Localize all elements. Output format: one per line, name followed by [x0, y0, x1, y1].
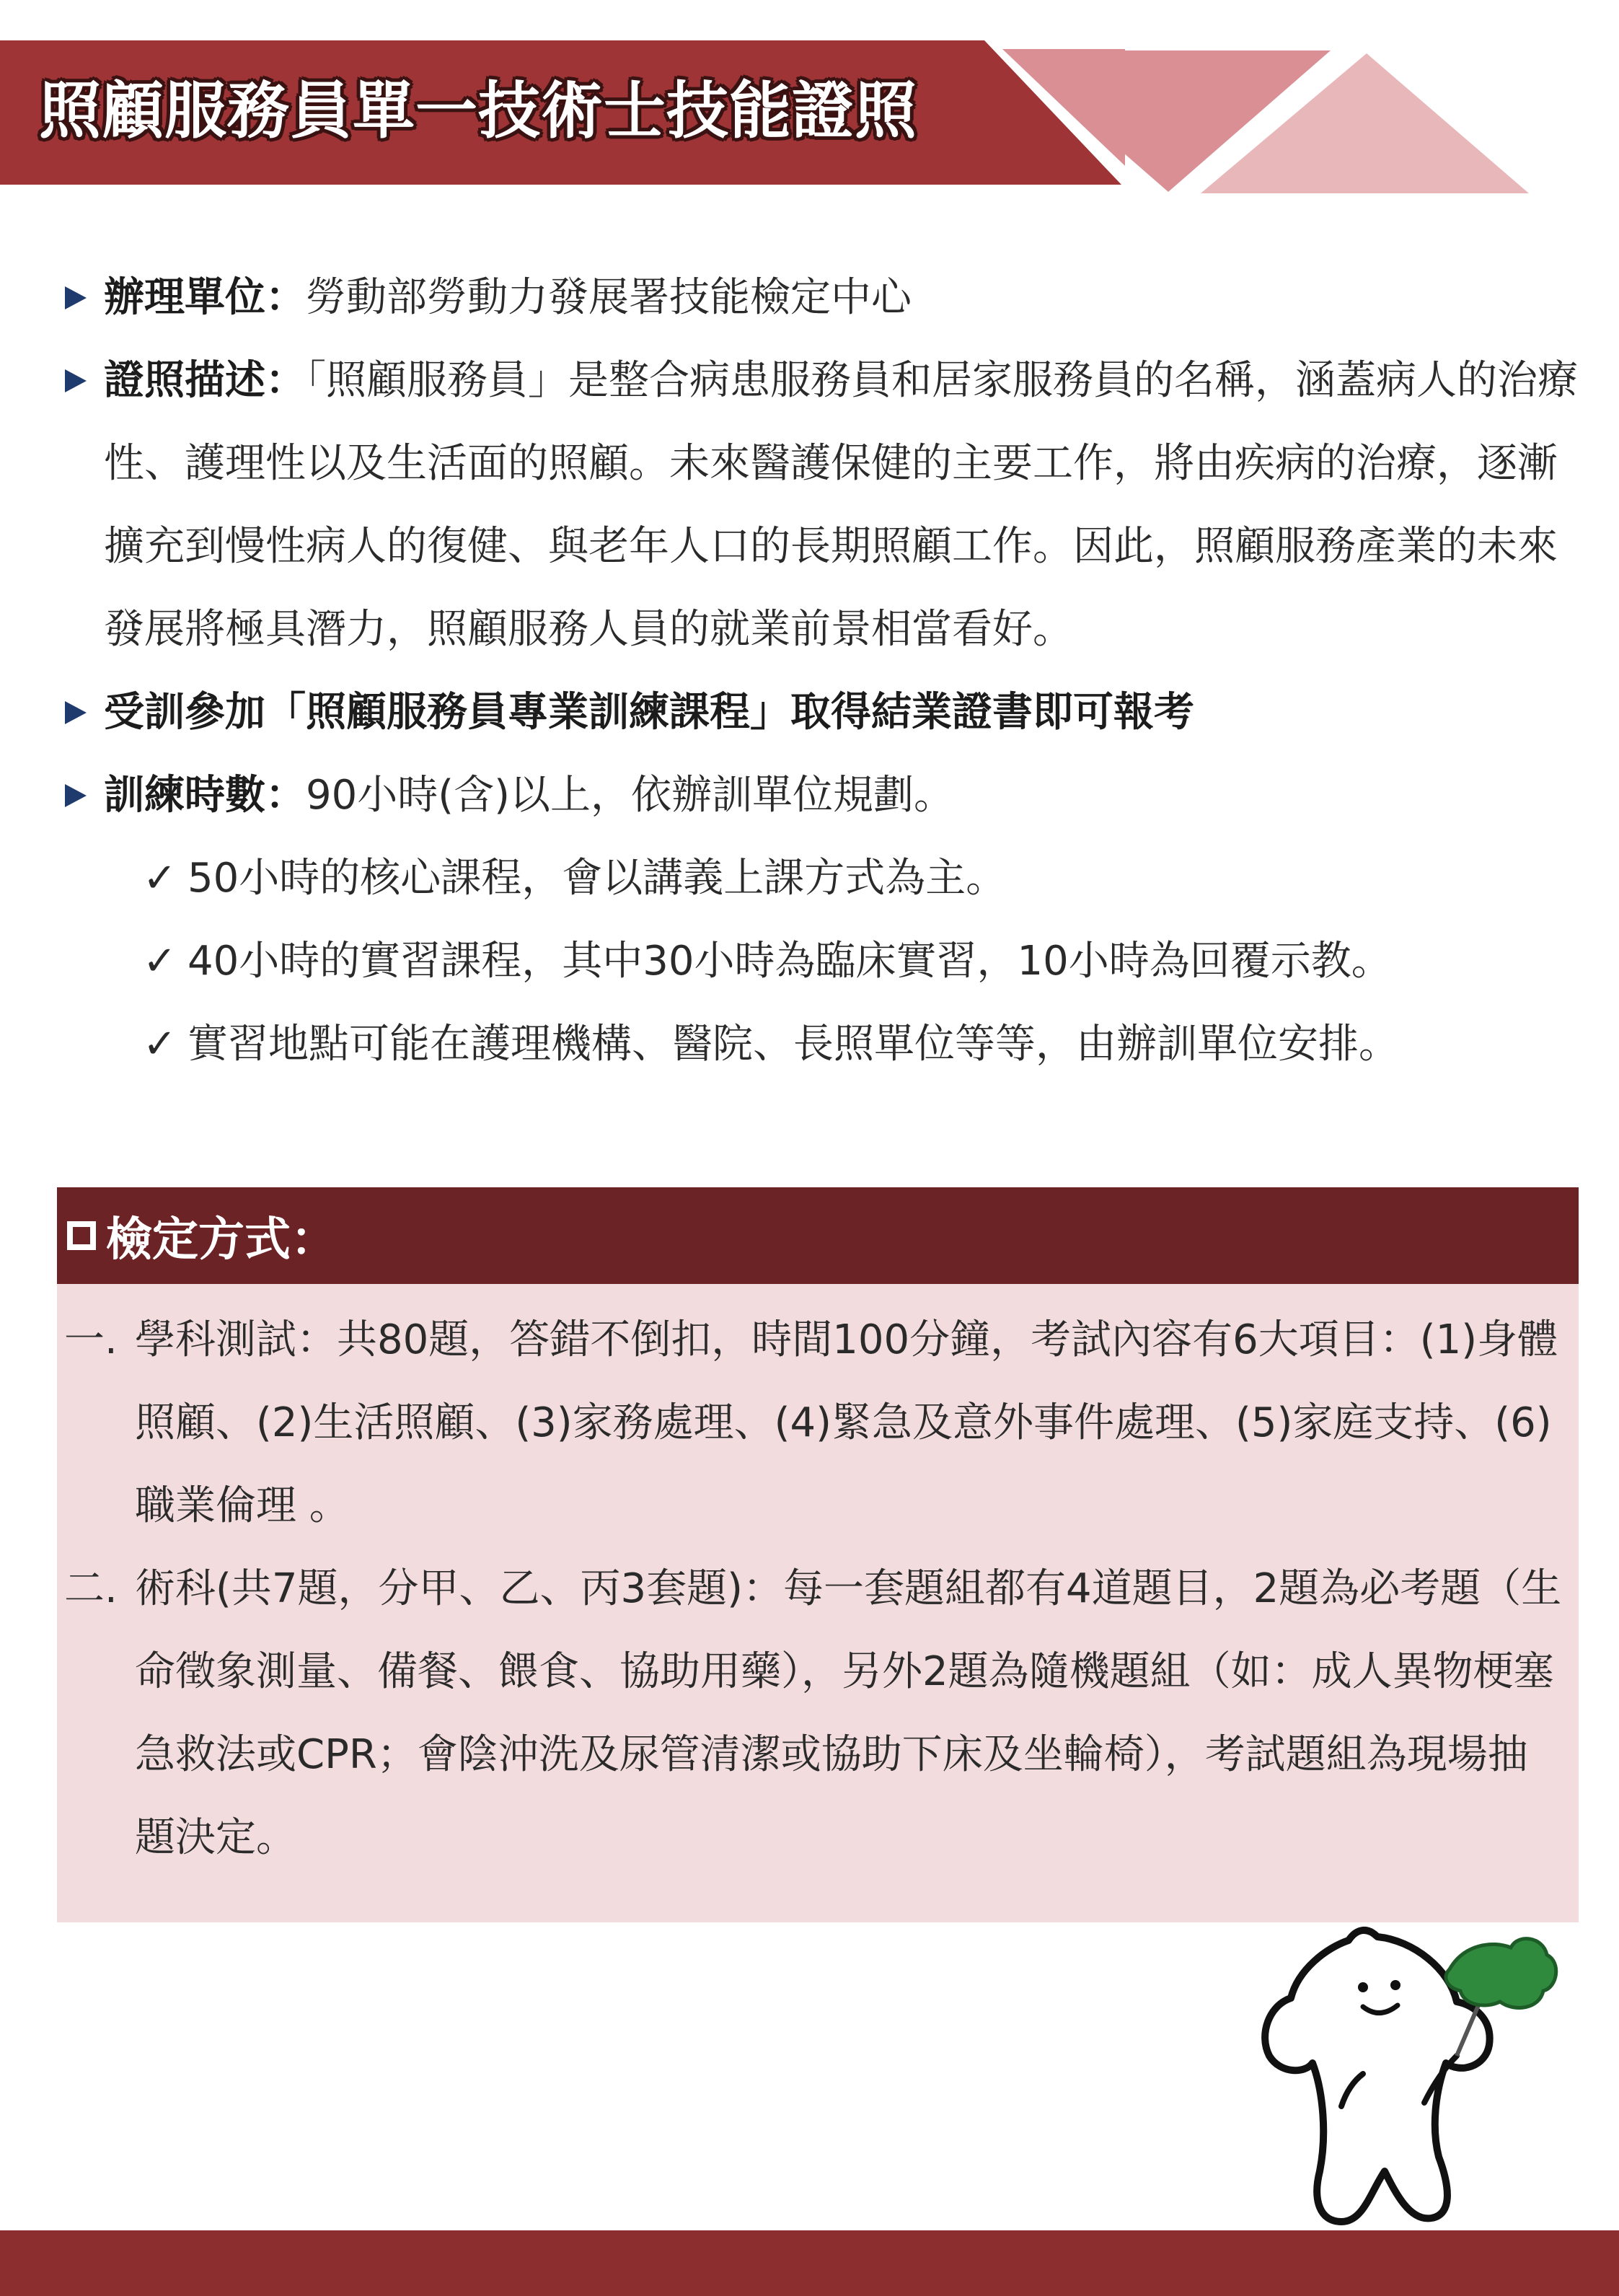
- check-text: 50小時的核心課程，會以講義上課方式為主。: [188, 855, 1007, 902]
- description-label: 證照描述：: [104, 357, 306, 404]
- square-box-icon: [67, 1221, 96, 1250]
- eligibility-item: [65, 671, 1587, 754]
- bullet-triangle-icon: [65, 286, 87, 309]
- check-text: 40小時的實習課程，其中30小時為臨床實習，10小時為回覆示教。: [188, 938, 1392, 985]
- check-list: [65, 837, 1587, 1086]
- exam-item-written: [57, 1298, 1564, 1547]
- bullet-triangle-icon: [65, 369, 87, 392]
- exam-item-text: 學科測試：共80題，答錯不倒扣，時間100分鐘，考試內容有6大項目：(1)身體照顧、(2)生活照顧、(3)家務處理、(4)緊急及意外事件處理、(5)家庭支持、(6)職業倫理 。: [135, 1316, 1558, 1529]
- check-item: [143, 920, 1587, 1003]
- info-list: [65, 256, 1587, 1086]
- description-item: [65, 339, 1587, 671]
- eligibility-text: 受訓參加「照顧服務員專業訓練課程」取得結業證書即可報考: [104, 689, 1194, 736]
- exam-item-number: 二.: [64, 1565, 118, 1612]
- organizer-label: 辦理單位：: [104, 274, 306, 321]
- exam-item-practical: [57, 1547, 1564, 1879]
- checkmark-icon: ✓: [143, 855, 177, 902]
- checkmark-icon: ✓: [143, 1021, 177, 1068]
- bullet-triangle-icon: [65, 701, 87, 724]
- exam-header-text: 檢定方式：: [106, 1213, 337, 1267]
- description-text: 「照顧服務員」是整合病患服務員和居家服務員的名稱，涵蓋病人的治療性、護理性以及生活面的照顧。未來醫護保健的主要工作，將由疾病的治療，逐漸擴充到慢性病人的復健、與老年人口的長期照顧工作。因此，照顧服務產業的未來發展將極具潛力，照顧服務人員的就業前景相當看好。: [104, 357, 1578, 653]
- exam-item-text: 術科(共7題，分甲、乙、丙3套題)：每一套題組都有4道題目，2題為必考題（生命徵象測量、備餐、餵食、協助用藥），另外2題為隨機題組（如：成人異物梗塞急救法或CPR；會陰沖洗及尿管清潔或協助下床及坐輪椅），考試題組為現場抽題決定。: [135, 1565, 1562, 1861]
- footer-bar: [0, 2230, 1619, 2296]
- exam-section-header: [57, 1187, 1579, 1284]
- hours-text: 90小時(含)以上，依辦訓單位規劃。: [306, 772, 954, 819]
- hours-item: [65, 754, 1587, 837]
- mascot-illustration: [1240, 1919, 1572, 2229]
- organizer-text: 勞動部勞動力發展署技能檢定中心: [306, 274, 912, 321]
- check-item: [143, 837, 1587, 920]
- hours-label: 訓練時數：: [104, 772, 306, 819]
- checkmark-icon: ✓: [143, 938, 177, 985]
- check-text: 實習地點可能在護理機構、醫院、長照單位等等，由辦訓單位安排。: [188, 1021, 1399, 1068]
- page-title: 照顧服務員單一技術士技能證照: [39, 75, 917, 147]
- bullet-triangle-icon: [65, 784, 87, 807]
- organizer-item: [65, 256, 1587, 339]
- check-item: [143, 1003, 1587, 1086]
- exam-section-body: [57, 1284, 1579, 1922]
- exam-item-number: 一.: [64, 1316, 118, 1363]
